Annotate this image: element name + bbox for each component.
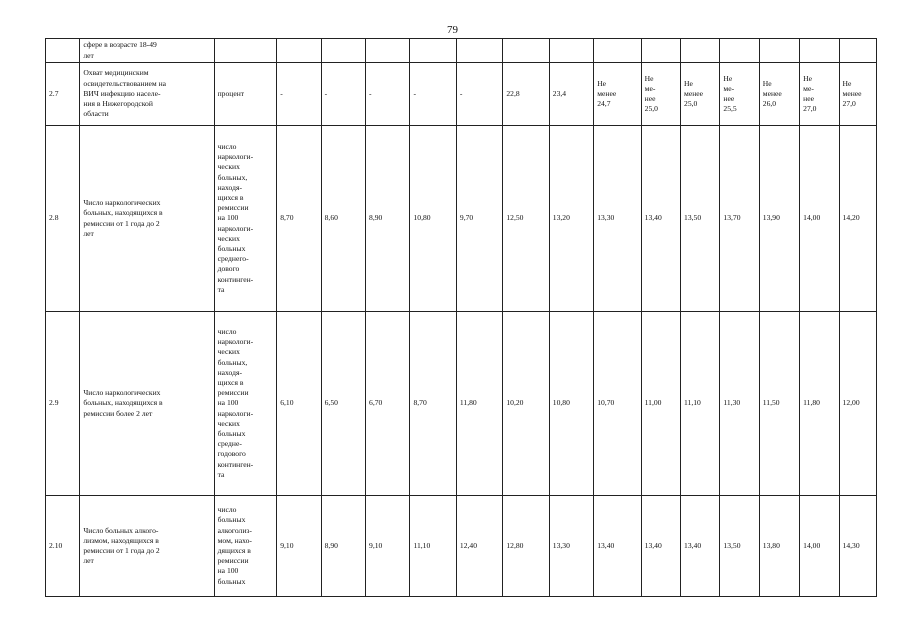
value-cell: Не менее 25,0 xyxy=(681,63,720,126)
row-number-cell: 2.7 xyxy=(46,63,80,126)
unit-cell: процент xyxy=(214,63,277,126)
value-cell: 13,40 xyxy=(641,496,680,597)
indicators-table xyxy=(45,38,877,597)
value-cell: 11,50 xyxy=(759,312,799,496)
table-body xyxy=(46,39,877,597)
value-cell: 8,90 xyxy=(321,496,365,597)
value-cell: 10,80 xyxy=(410,126,456,312)
value-cell xyxy=(277,39,321,63)
value-cell: - xyxy=(456,63,502,126)
value-cell: 12,00 xyxy=(839,312,876,496)
value-cell: Не ме- нее 25,5 xyxy=(720,63,759,126)
value-cell xyxy=(549,39,593,63)
value-cell: 11,80 xyxy=(800,312,839,496)
value-cell: 13,30 xyxy=(594,126,641,312)
value-cell: - xyxy=(366,63,410,126)
value-cell: 14,00 xyxy=(800,496,839,597)
value-cell: Не ме- нее 25,0 xyxy=(641,63,680,126)
value-cell xyxy=(321,39,365,63)
value-cell: - xyxy=(410,63,456,126)
value-cell: 8,70 xyxy=(277,126,321,312)
value-cell xyxy=(720,39,759,63)
value-cell: 13,30 xyxy=(549,496,593,597)
value-cell xyxy=(839,39,876,63)
page-number: 79 xyxy=(447,24,458,36)
value-cell: 23,4 xyxy=(549,63,593,126)
value-cell: 8,70 xyxy=(410,312,456,496)
value-cell: 14,00 xyxy=(800,126,839,312)
value-cell: 11,00 xyxy=(641,312,680,496)
value-cell xyxy=(681,39,720,63)
value-cell: 13,40 xyxy=(681,496,720,597)
value-cell: 10,20 xyxy=(503,312,549,496)
table-row xyxy=(46,63,877,126)
value-cell: 22,8 xyxy=(503,63,549,126)
value-cell: 6,10 xyxy=(277,312,321,496)
value-cell: 13,90 xyxy=(759,126,799,312)
value-cell: 10,80 xyxy=(549,312,593,496)
value-cell: 11,30 xyxy=(720,312,759,496)
table-row xyxy=(46,126,877,312)
value-cell: Не менее 26,0 xyxy=(759,63,799,126)
value-cell: 9,10 xyxy=(277,496,321,597)
indicator-name-cell: Охват медицинским освидетельствованием на ВИЧ инфекцию населе- ния в Нижегородской области xyxy=(80,63,214,126)
value-cell: Не ме- нее 27,0 xyxy=(800,63,839,126)
value-cell xyxy=(641,39,680,63)
row-number-cell: 2.10 xyxy=(46,496,80,597)
value-cell xyxy=(503,39,549,63)
value-cell: 8,90 xyxy=(366,126,410,312)
value-cell: 14,30 xyxy=(839,496,876,597)
value-cell: 13,80 xyxy=(759,496,799,597)
value-cell: Не менее 24,7 xyxy=(594,63,641,126)
indicator-name-cell: сфере в возрасте 18-49 лет xyxy=(80,39,214,63)
value-cell: 9,10 xyxy=(366,496,410,597)
value-cell: 12,80 xyxy=(503,496,549,597)
value-cell: 14,20 xyxy=(839,126,876,312)
value-cell xyxy=(594,39,641,63)
value-cell: 13,70 xyxy=(720,126,759,312)
value-cell: Не менее 27,0 xyxy=(839,63,876,126)
value-cell: 13,50 xyxy=(720,496,759,597)
value-cell xyxy=(456,39,502,63)
value-cell: 8,60 xyxy=(321,126,365,312)
value-cell: - xyxy=(321,63,365,126)
unit-cell xyxy=(214,39,277,63)
value-cell: 13,20 xyxy=(549,126,593,312)
value-cell: 13,40 xyxy=(594,496,641,597)
value-cell: 11,10 xyxy=(410,496,456,597)
indicator-name-cell: Число наркологических больных, находящихся в ремиссии от 1 года до 2 лет xyxy=(80,126,214,312)
value-cell xyxy=(800,39,839,63)
value-cell: 6,70 xyxy=(366,312,410,496)
row-number-cell: 2.9 xyxy=(46,312,80,496)
unit-cell: число наркологи- ческих больных, находя- щихся в ремиссии на 100 наркологи- ческих больных средне- годового континген- та xyxy=(214,312,277,496)
value-cell: 12,40 xyxy=(456,496,502,597)
value-cell: 9,70 xyxy=(456,126,502,312)
value-cell: - xyxy=(277,63,321,126)
row-number-cell xyxy=(46,39,80,63)
value-cell: 10,70 xyxy=(594,312,641,496)
table-row xyxy=(46,496,877,597)
value-cell xyxy=(366,39,410,63)
value-cell: 6,50 xyxy=(321,312,365,496)
value-cell xyxy=(410,39,456,63)
value-cell xyxy=(759,39,799,63)
unit-cell: число наркологи- ческих больных, находя- щихся в ремиссии на 100 наркологи- ческих больных среднего- дового континген- та xyxy=(214,126,277,312)
table-row xyxy=(46,312,877,496)
value-cell: 13,50 xyxy=(681,126,720,312)
value-cell: 13,40 xyxy=(641,126,680,312)
continuation-row xyxy=(46,39,877,63)
unit-cell: число больных алкоголиз- мом, нахо- дящихся в ремиссии на 100 больных xyxy=(214,496,277,597)
indicator-name-cell: Число наркологических больных, находящихся в ремиссии более 2 лет xyxy=(80,312,214,496)
value-cell: 11,10 xyxy=(681,312,720,496)
value-cell: 11,80 xyxy=(456,312,502,496)
row-number-cell: 2.8 xyxy=(46,126,80,312)
indicator-name-cell: Число больных алкого- лизмом, находящихся в ремиссии от 1 года до 2 лет xyxy=(80,496,214,597)
value-cell: 12,50 xyxy=(503,126,549,312)
